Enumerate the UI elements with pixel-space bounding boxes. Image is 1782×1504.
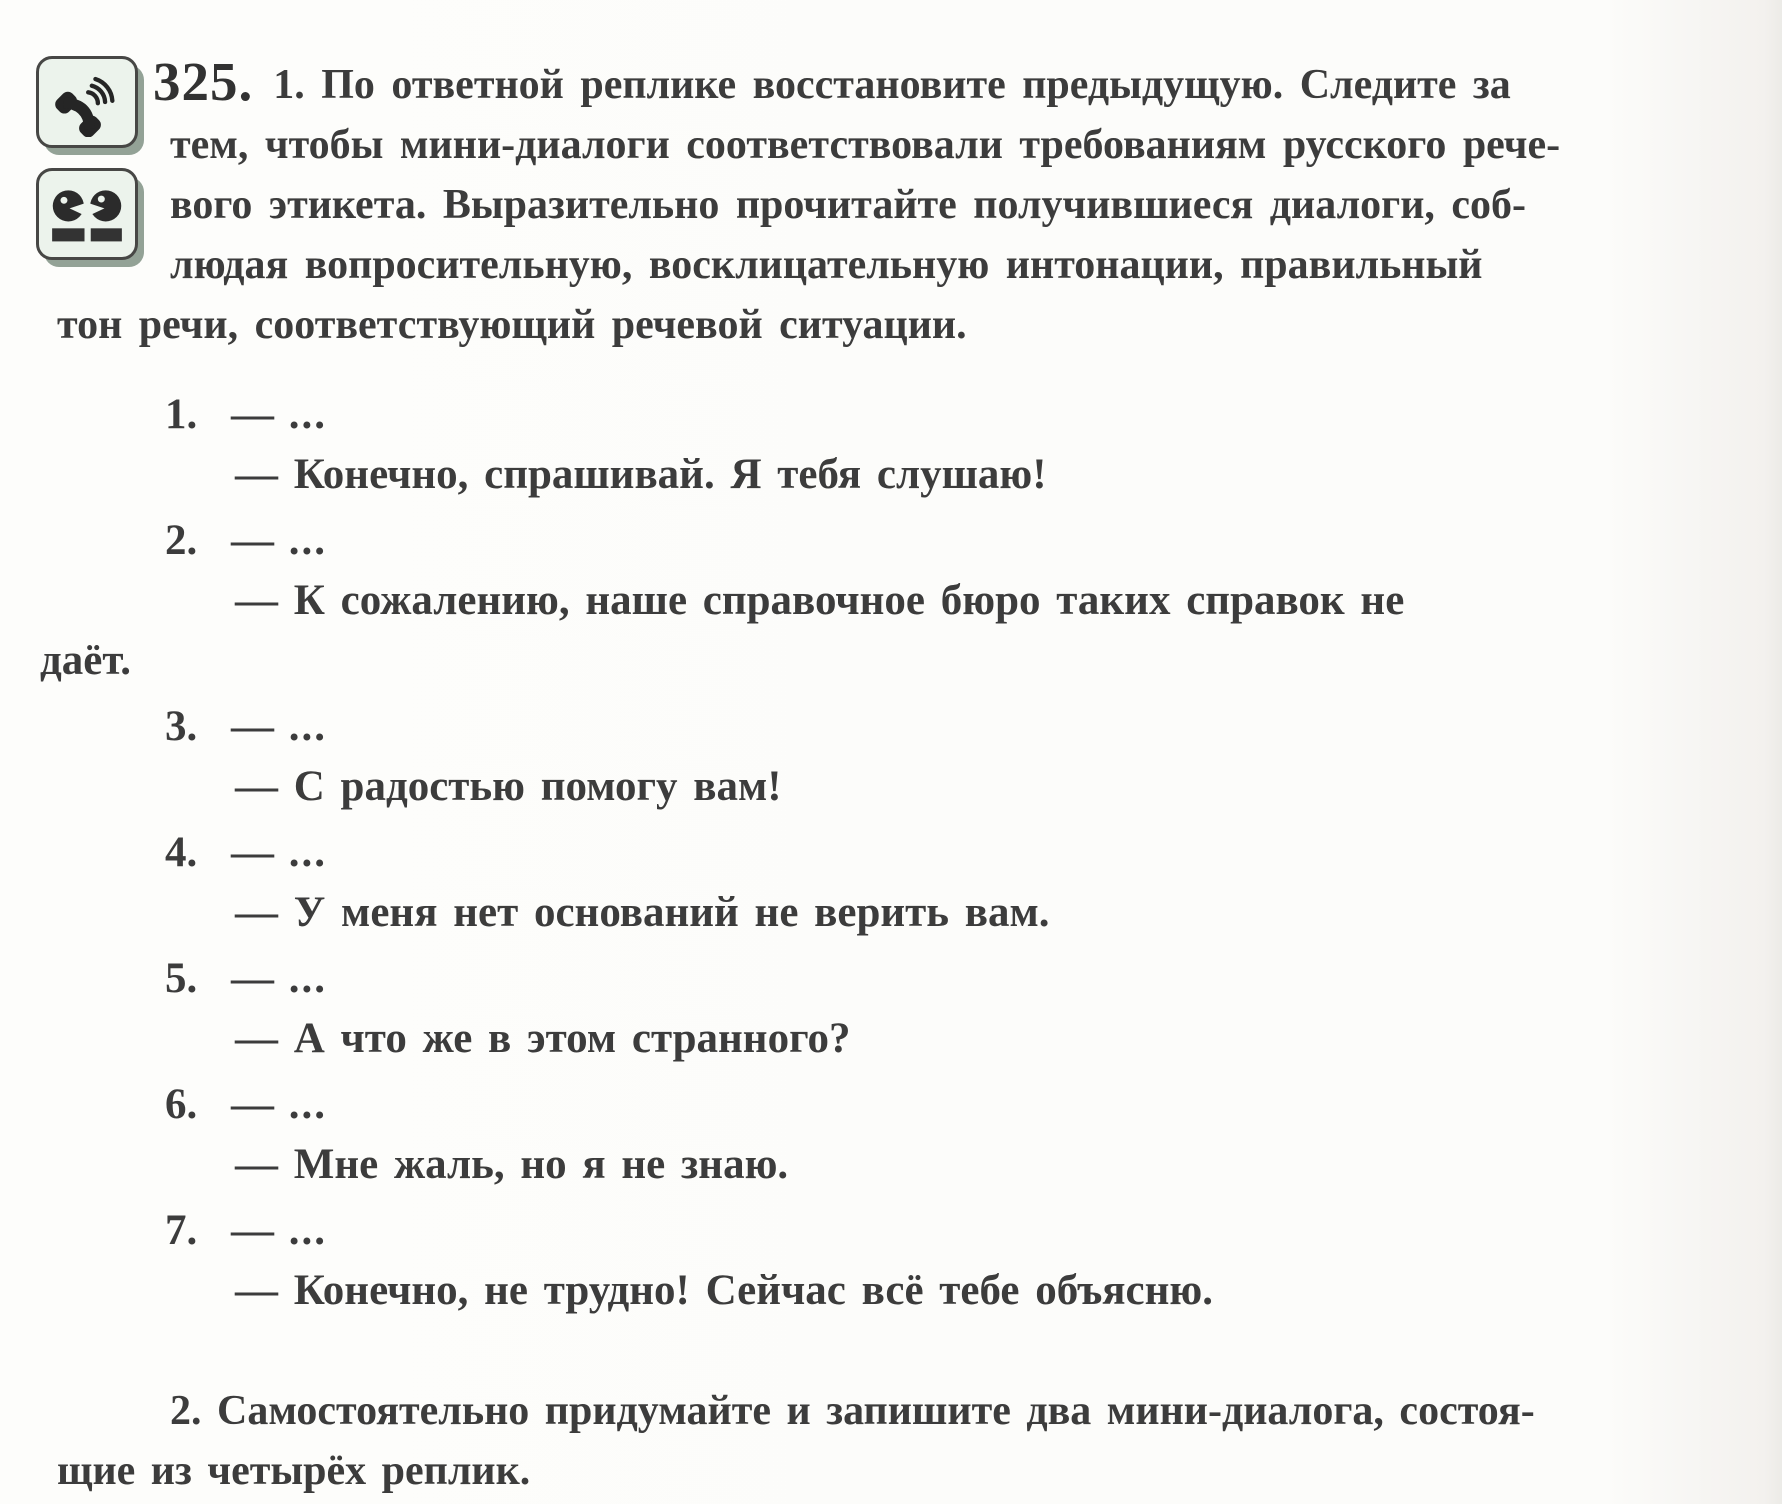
dialogue-item — [165, 951, 1737, 1067]
exercise-number: 325. — [153, 51, 254, 112]
dialogue-number: 6. — [165, 1081, 198, 1128]
dialogue-reply: — Мне жаль, но я не знаю. — [235, 1141, 789, 1188]
dialogue-number: 4. — [165, 829, 198, 876]
dialogue-number: 7. — [165, 1207, 198, 1254]
intro-line — [153, 52, 1737, 115]
dialogue-reply: — А что же в этом странного? — [235, 1015, 851, 1062]
part2-line: 2. Самостоятельно придумайте и запишите два мини-диалога, состоя- — [170, 1388, 1535, 1434]
dialogue-prompt: — ... — [231, 1081, 327, 1128]
dialogue-item — [165, 699, 1737, 815]
dialogue-reply: — Конечно, спрашивай. Я тебя слушаю! — [235, 451, 1047, 498]
dialogue-prompt: — ... — [231, 955, 327, 1002]
dialogue-prompt: — ... — [231, 391, 327, 438]
dialogue-item — [165, 825, 1737, 941]
dialogue-item — [165, 1077, 1737, 1193]
dialogue-prompt: — ... — [231, 829, 327, 876]
part2-line: щие из четырёх реплик. — [57, 1448, 531, 1494]
dialogue-list — [40, 387, 1737, 1319]
dialogue-prompt: — ... — [231, 703, 327, 750]
dialogue-reply: — К сожалению, наше справочное бюро таких справок не — [235, 577, 1405, 624]
dialogue-item — [165, 387, 1737, 503]
exercise-instructions-part2 — [57, 1381, 1737, 1501]
dialogue-reply-wrap: даёт. — [40, 637, 131, 684]
dialogue-item — [40, 513, 1737, 689]
exercise-content — [40, 51, 1737, 1501]
dialogue-reply: — С радостью помогу вам! — [235, 763, 782, 810]
intro-line-text: 1. По ответной реплике восстановите предыдущую. Следите за — [273, 62, 1511, 108]
exercise-instructions-part1 — [57, 52, 1737, 355]
intro-line: людая вопросительную, восклицательную интонации, правильный — [170, 242, 1483, 288]
intro-line: тон речи, соответствующий речевой ситуации. — [57, 302, 967, 348]
dialogue-prompt: — ... — [231, 517, 327, 564]
dialogue-prompt: — ... — [231, 1207, 327, 1254]
dialogue-number: 1. — [165, 391, 198, 438]
dialogue-number: 5. — [165, 955, 198, 1002]
dialogue-item — [165, 1203, 1737, 1319]
dialogue-reply: — У меня нет оснований не верить вам. — [235, 889, 1050, 936]
dialogue-number: 2. — [165, 517, 198, 564]
intro-line: вого этикета. Выразительно прочитайте получившиеся диалоги, соб- — [170, 182, 1527, 228]
dialogue-number: 3. — [165, 703, 198, 750]
intro-line: тем, чтобы мини-диалоги соответствовали требованиям русского рече- — [170, 122, 1561, 168]
dialogue-reply: — Конечно, не трудно! Сейчас всё тебе объясню. — [235, 1267, 1213, 1314]
